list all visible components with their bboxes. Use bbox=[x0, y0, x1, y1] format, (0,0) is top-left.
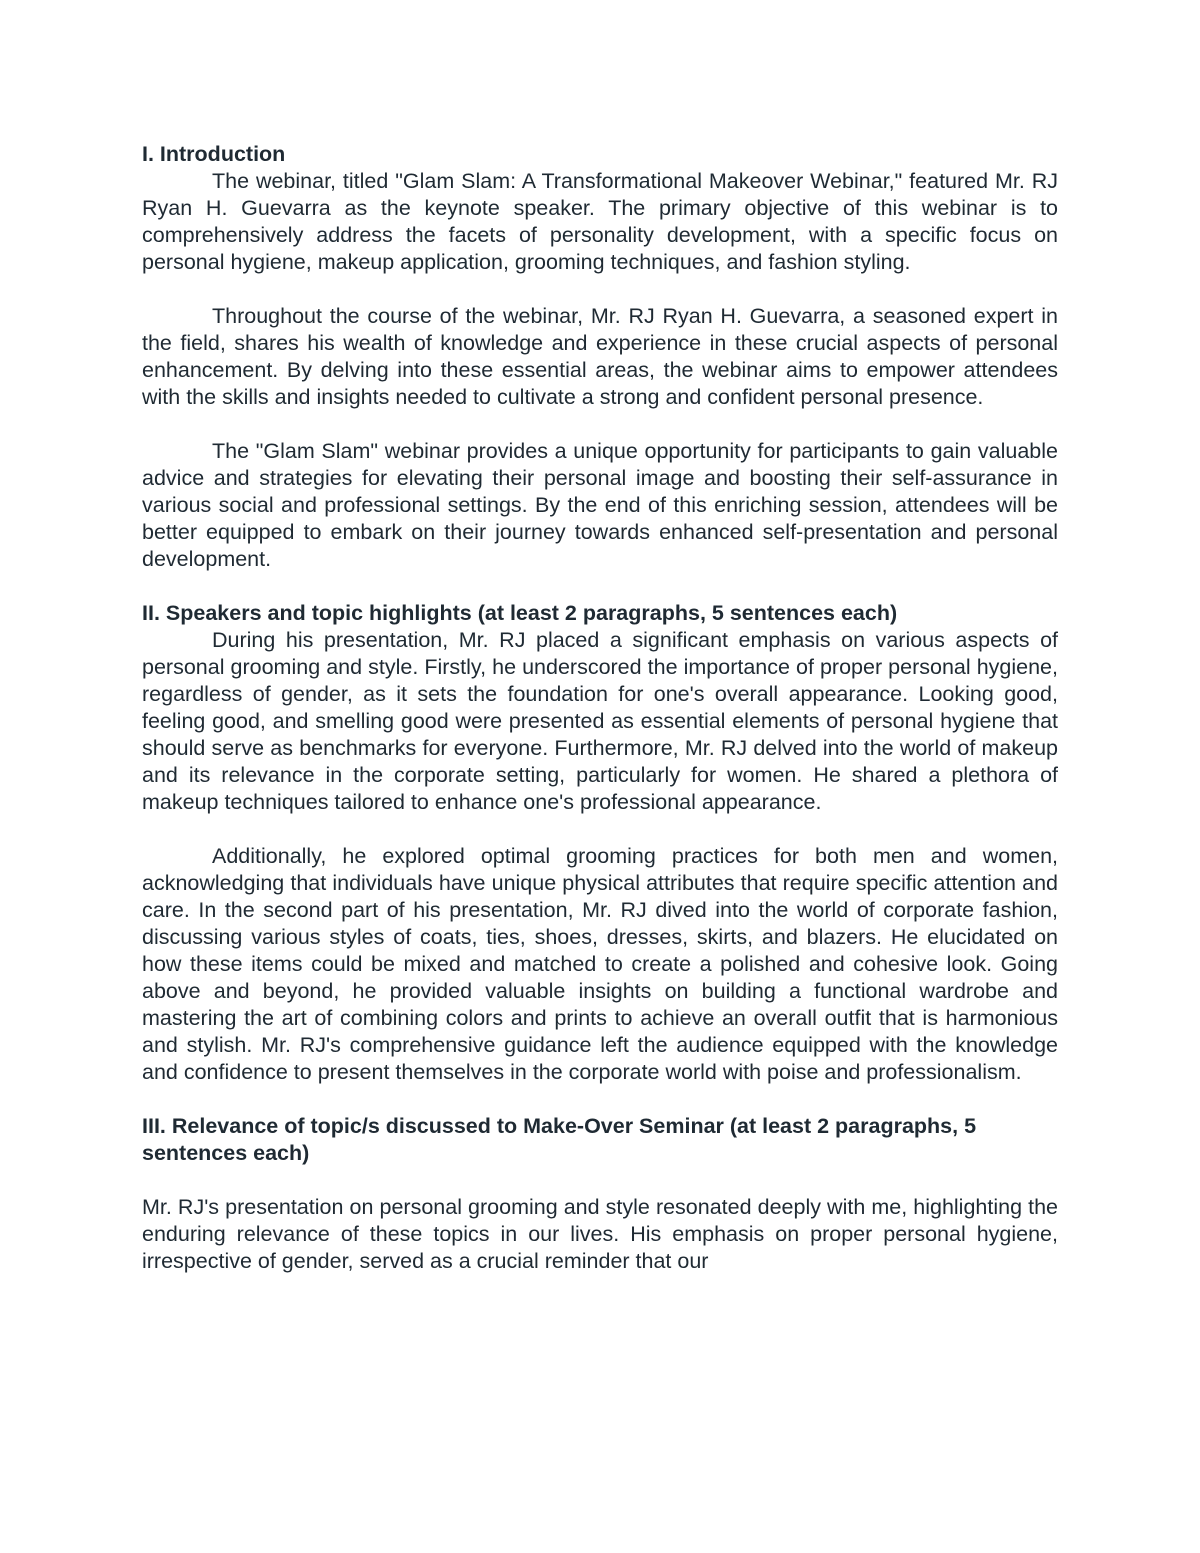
speakers-paragraph-2: Additionally, he explored optimal grooming practices for both men and women, acknowledging that individuals have unique physical attributes that require specific attention and care. In the second part of his presentation, Mr. RJ dived into the world of corporate fashion, discussing various styles of coats, ties, shoes, dresses, skirts, and blazers. He elucidated on how these items could be mixed and matched to create a polished and cohesive look. Going above and beyond, he provided valuable insights on building a functional wardrobe and mastering the art of combining colors and prints to achieve an overall outfit that is harmonious and stylish. Mr. RJ's comprehensive guidance left the audience equipped with the knowledge and confidence to present themselves in the corporate world with poise and professionalism. bbox=[142, 844, 1058, 1084]
section-heading-speakers: II. Speakers and topic highlights (at least 2 paragraphs, 5 sentences each) bbox=[142, 601, 898, 625]
introduction-paragraph-3: The "Glam Slam" webinar provides a unique opportunity for participants to gain valuable advice and strategies for elevating their personal image and boosting their self-assurance in various social and professional settings. By the end of this enriching session, attendees will be better equipped to embark on their journey towards enhanced self-presentation and personal development. bbox=[142, 439, 1058, 571]
relevance-paragraph-1: Mr. RJ's presentation on personal grooming and style resonated deeply with me, highlighting the enduring relevance of these topics in our lives. His emphasis on proper personal hygiene, irrespective of gender, served as a crucial reminder that our bbox=[142, 1195, 1058, 1273]
speakers-paragraph-1: During his presentation, Mr. RJ placed a significant emphasis on various aspects of personal grooming and style. Firstly, he underscored the importance of proper personal hygiene, regardless of gender, as it sets the foundation for one's overall appearance. Looking good, feeling good, and smelling good were presented as essential elements of personal hygiene that should serve as benchmarks for everyone. Furthermore, Mr. RJ delved into the world of makeup and its relevance in the corporate setting, particularly for women. He shared a plethora of makeup techniques tailored to enhance one's professional appearance. bbox=[142, 628, 1058, 814]
document-body bbox=[142, 141, 1058, 1275]
section-heading-introduction: I. Introduction bbox=[142, 142, 286, 166]
introduction-paragraph-2: Throughout the course of the webinar, Mr. RJ Ryan H. Guevarra, a seasoned expert in the field, shares his wealth of knowledge and experience in these crucial aspects of personal enhancement. By delving into these essential areas, the webinar aims to empower attendees with the skills and insights needed to cultivate a strong and confident personal presence. bbox=[142, 304, 1058, 409]
introduction-paragraph-1: The webinar, titled "Glam Slam: A Transformational Makeover Webinar," featured Mr. RJ Ryan H. Guevarra as the keynote speaker. The primary objective of this webinar is to comprehensively address the facets of personality development, with a specific focus on personal hygiene, makeup application, grooming techniques, and fashion styling. bbox=[142, 169, 1058, 274]
section-heading-relevance: III. Relevance of topic/s discussed to Make-Over Seminar (at least 2 paragraphs, 5 sentences each) bbox=[142, 1114, 977, 1165]
